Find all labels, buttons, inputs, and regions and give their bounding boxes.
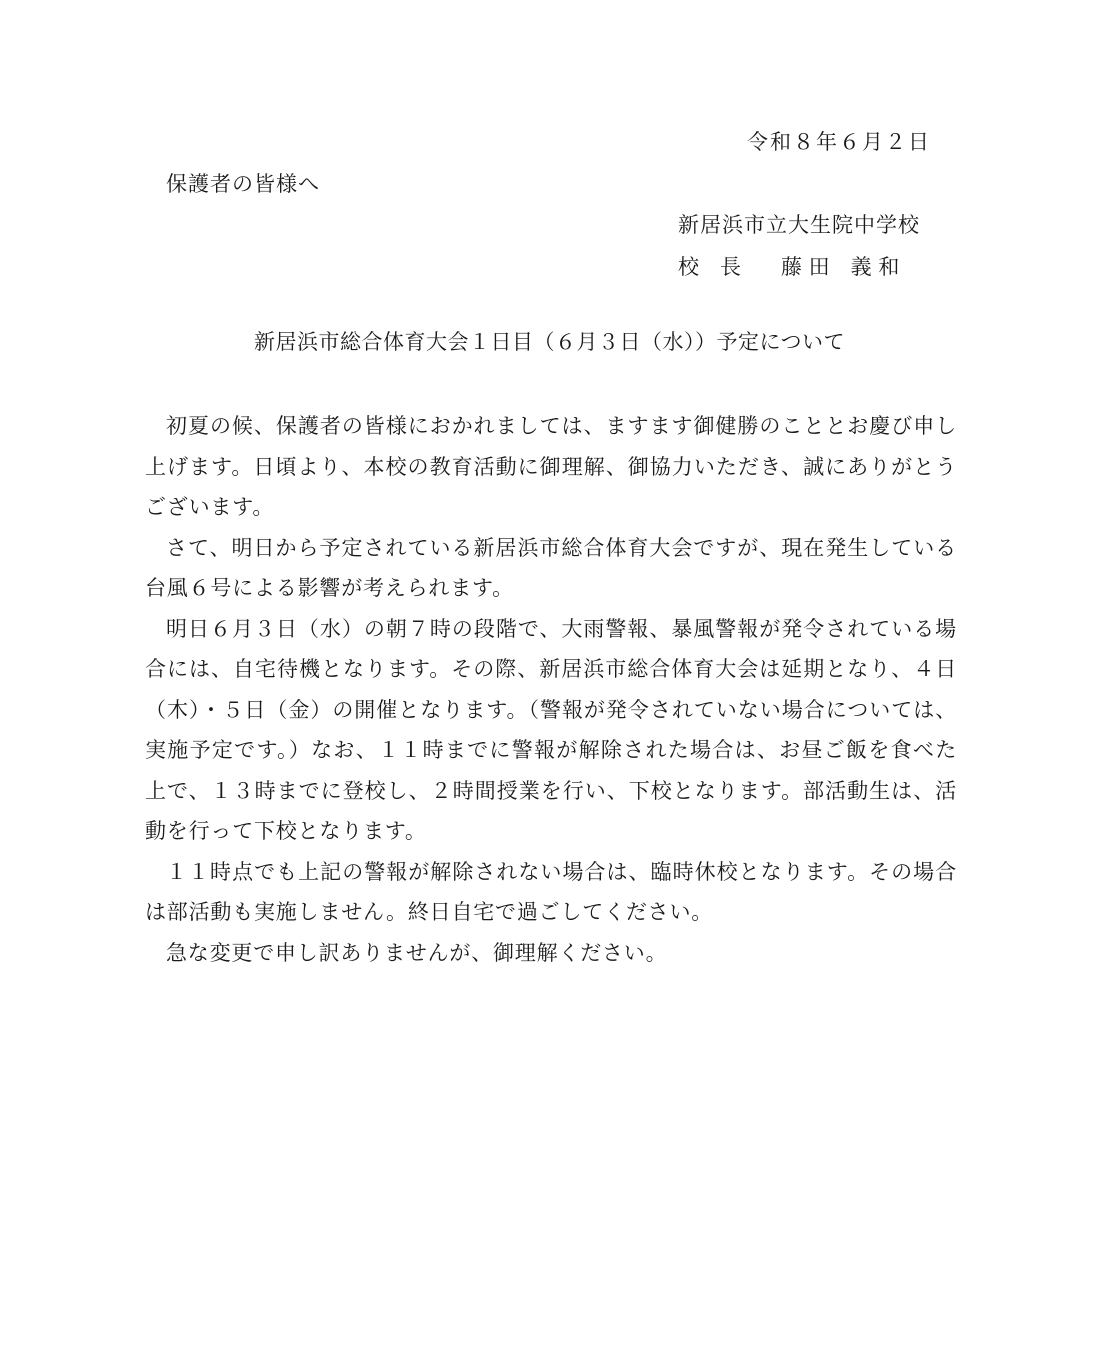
document-body xyxy=(145,406,957,973)
recipient-line: 保護者の皆様へ xyxy=(166,172,320,196)
body-paragraph-apology: 急な変更で申し訳ありませんが、御理解ください。 xyxy=(166,940,668,965)
body-paragraph-closure: １１時点でも上記の警報が解除されない場合は、臨時休校となります。その場合は部活動も実施しません。終日自宅で過ごしてください。 xyxy=(145,859,957,924)
body-paragraph-typhoon: さて、明日から予定されている新居浜市総合体育大会ですが、現在発生している台風６号による影響が考えられます。 xyxy=(145,535,957,600)
sender-school: 新居浜市立大生院中学校 xyxy=(678,213,920,237)
principal-name: 藤 田 義 和 xyxy=(781,255,900,279)
principal-title: 校 長 xyxy=(678,255,741,279)
sender-principal xyxy=(678,246,920,288)
sender-block xyxy=(678,204,920,288)
body-paragraph-schedule: 明日６月３日（水）の朝７時の段階で、大雨警報、暴風警報が発令されている場合には、自宅待機となります。その際、新居浜市総合体育大会は延期となり、４日（木）・５日（金）の開催となります。（警報が発令されていない場合については、実施予定です。）なお、１１時までに警報が解除された場合は、お昼ご飯を食べた上で、１３時までに登校し、２時間授業を行い、下校となります。部活動生は、活動を行って下校となります。 xyxy=(145,616,957,843)
body-paragraph-greeting: 初夏の候、保護者の皆様におかれましては、ますます御健勝のこととお慶び申し上げます。日頃より、本校の教育活動に御理解、御協力いただき、誠にありがとうございます。 xyxy=(145,414,957,519)
document-subject: 新居浜市総合体育大会１日目（６月３日（水））予定について xyxy=(253,330,846,354)
document-date: 令和８年６月２日 xyxy=(747,130,931,154)
